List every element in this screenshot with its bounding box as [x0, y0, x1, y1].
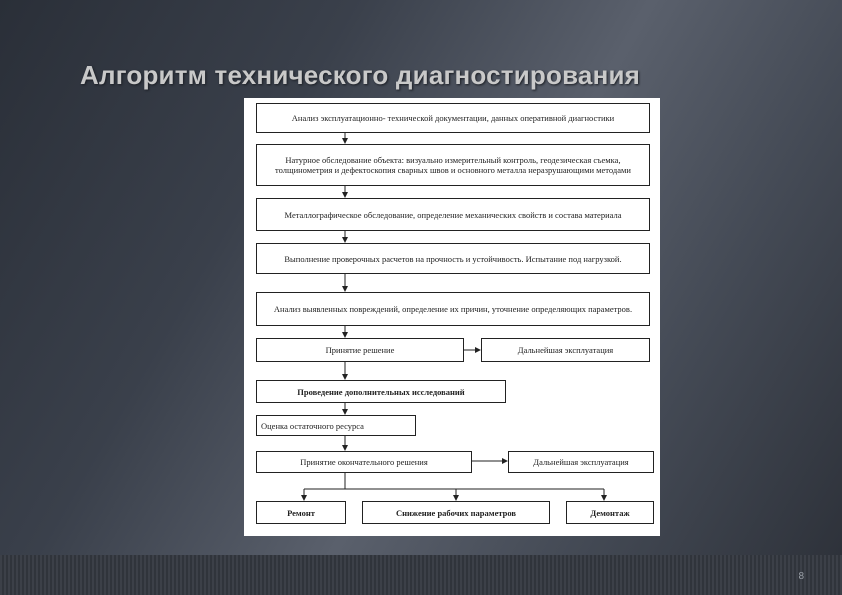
step-final-decision: Принятие окончательного решения: [256, 451, 472, 473]
page-number: 8: [798, 571, 804, 582]
step-doc-analysis: Анализ эксплуатационно- технической документации, данных оперативной диагностики: [256, 103, 650, 133]
step-additional-research: Проведение дополнительных исследований: [256, 380, 506, 403]
step-residual-life: Оценка остаточного ресурса: [256, 415, 416, 436]
step-field-inspection: Натурное обследование объекта: визуально измерительный контроль, геодезическая съемка, толщинометрия и дефектоскопия сварных швов и основного металла неразрушающими методами: [256, 144, 650, 186]
step-strength-calc: Выполнение проверочных расчетов на прочность и устойчивость. Испытание под нагрузкой.: [256, 243, 650, 274]
step-damage-analysis: Анализ выявленных повреждений, определение их причин, уточнение определяющих параметров.: [256, 292, 650, 326]
branch-split-line: [304, 473, 604, 489]
step-further-operation-2: Дальнейшая эксплуатация: [508, 451, 654, 473]
footer-strip: [0, 555, 842, 595]
step-further-operation-1: Дальнейшая эксплуатация: [481, 338, 650, 362]
slide-title: Алгоритм технического диагностирования: [80, 60, 641, 90]
step-metallography: Металлографическое обследование, определение механических свойств и состава материала: [256, 198, 650, 231]
flowchart-panel: [244, 98, 660, 536]
step-dismantle: Демонтаж: [566, 501, 654, 524]
step-reduce-parameters: Снижение рабочих параметров: [362, 501, 550, 524]
step-decision: Принятие решение: [256, 338, 464, 362]
step-repair: Ремонт: [256, 501, 346, 524]
